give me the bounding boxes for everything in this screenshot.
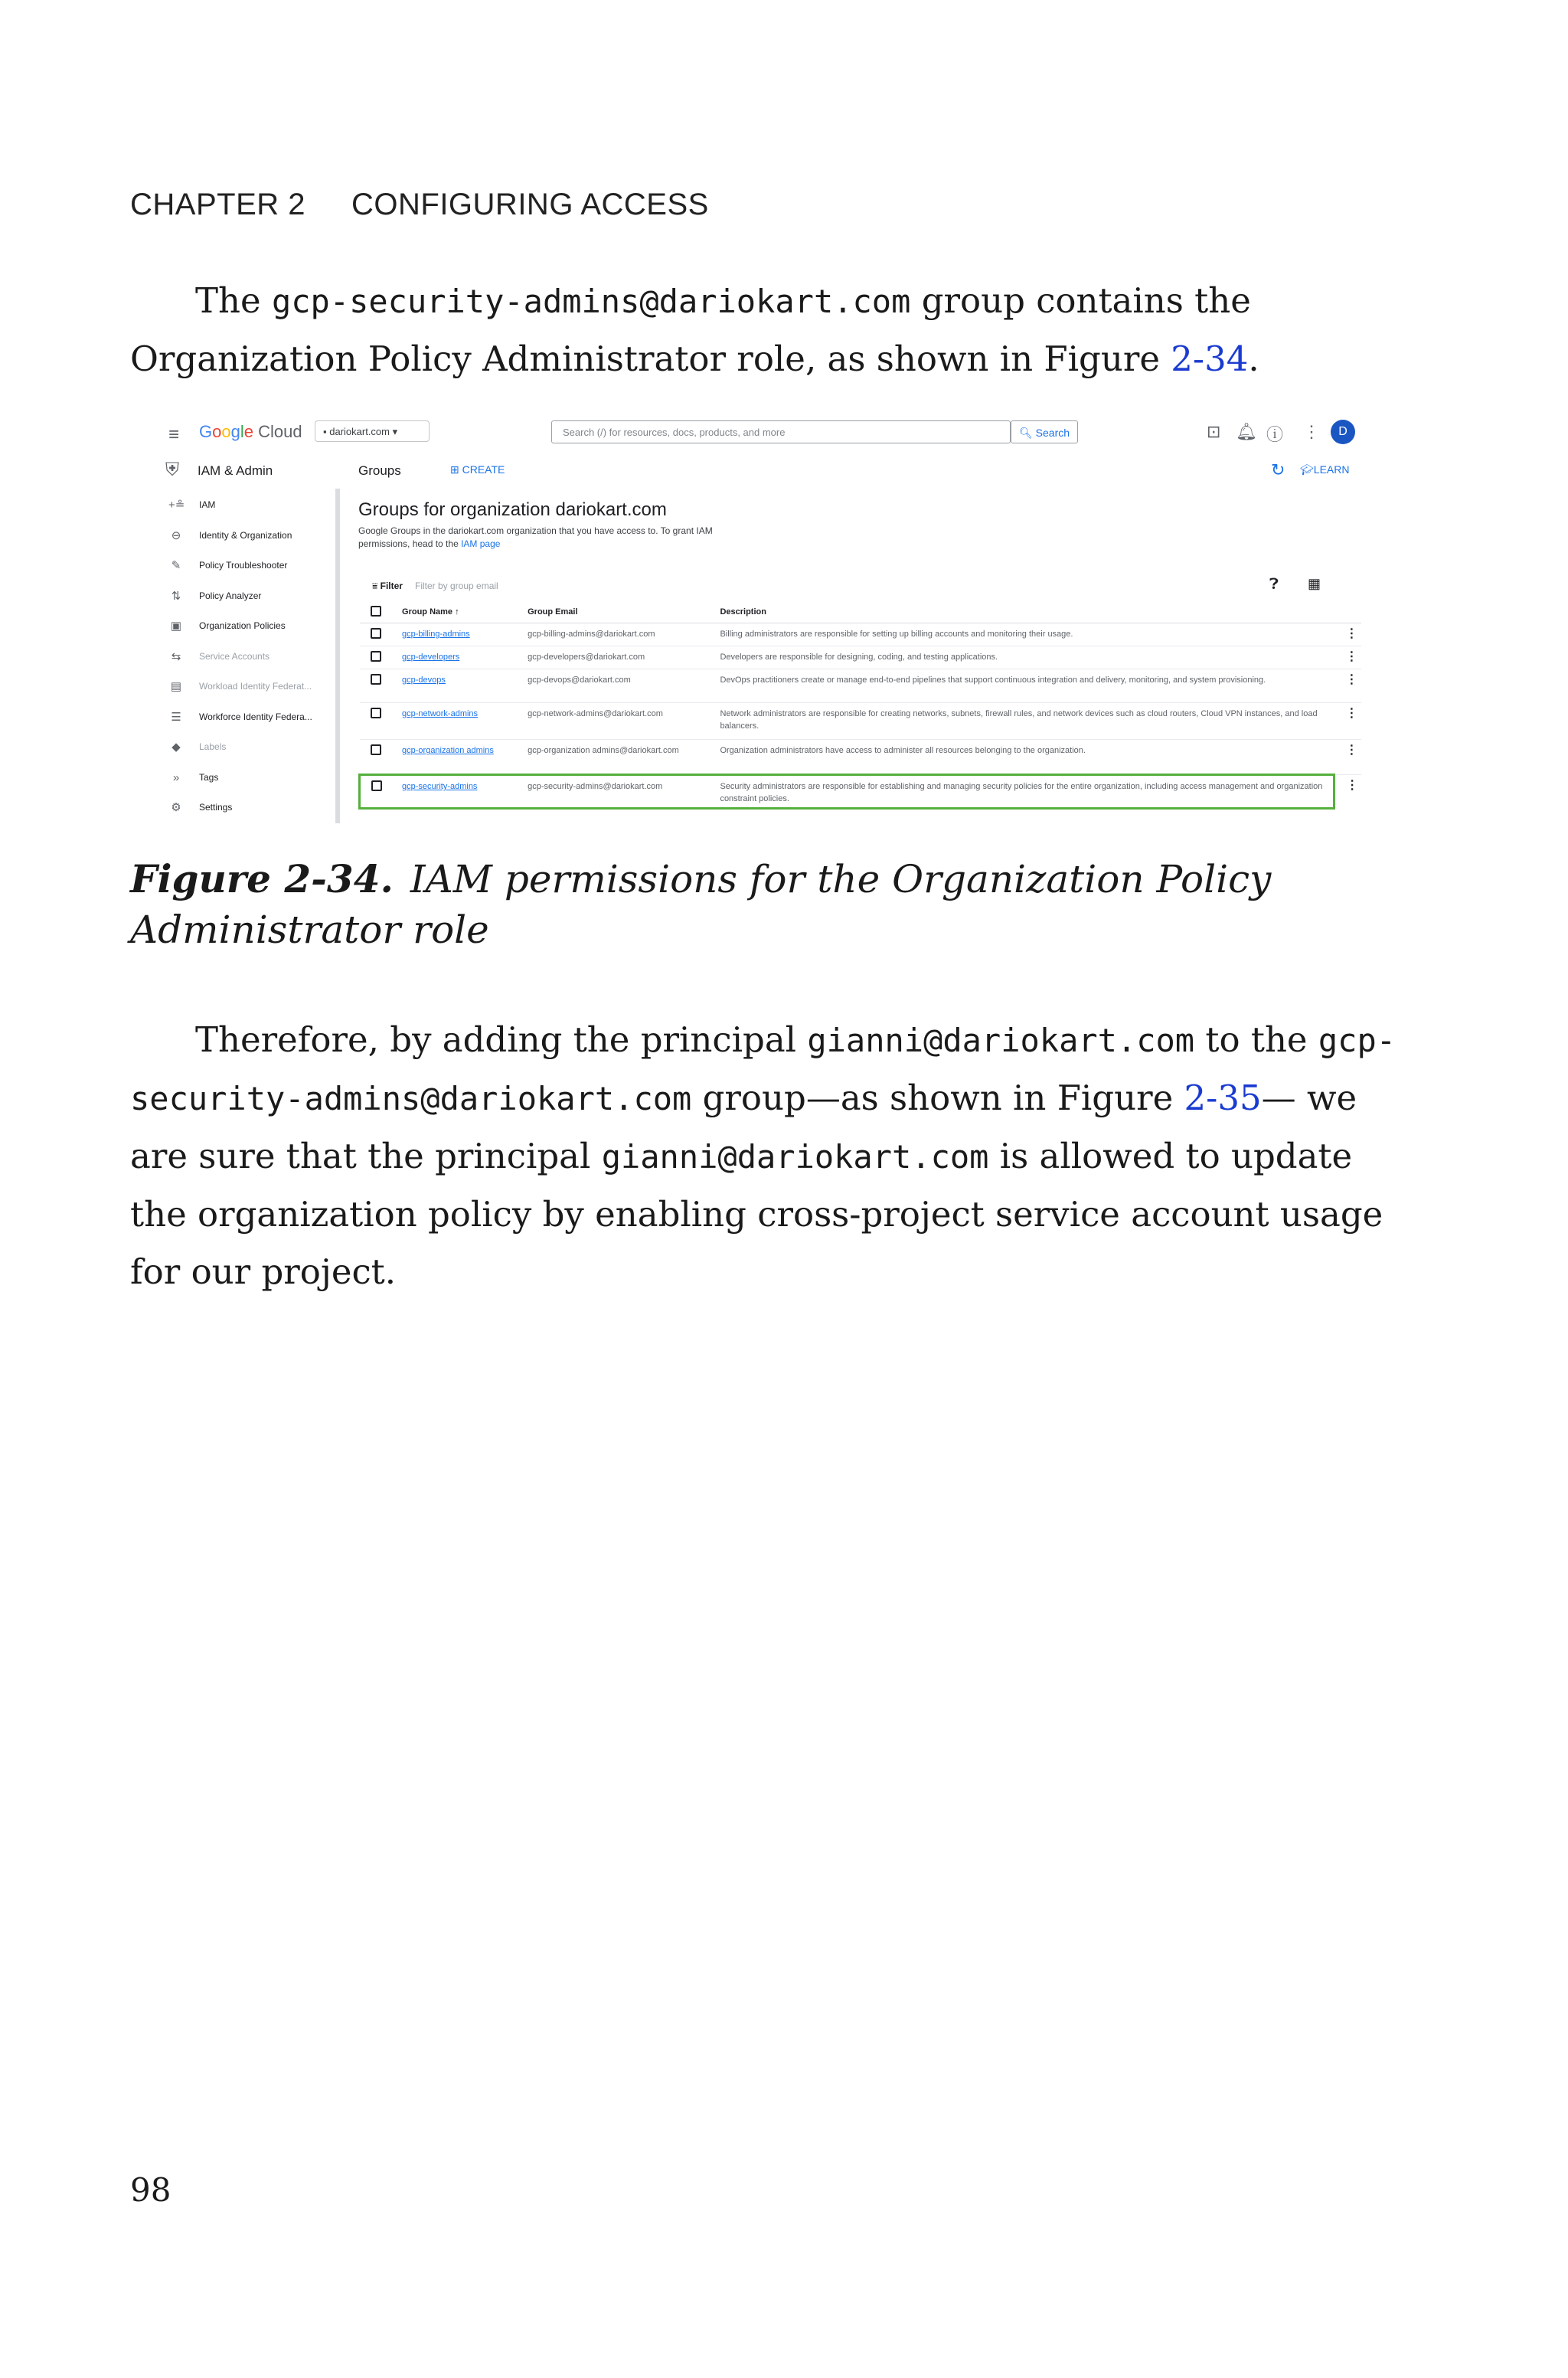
description-cell: Organization administrators have access to administer all resources belonging to the organization. [719, 740, 1334, 775]
group-email-cell: gcp-organization admins@dariokart.com [527, 740, 719, 775]
gear-icon: ⚙ [171, 801, 181, 814]
google-cloud-logo[interactable] [199, 422, 302, 442]
row-menu-icon[interactable]: ⋮ [1334, 646, 1361, 669]
checkbox[interactable] [371, 628, 381, 639]
nav-item-policy-analyzer[interactable] [152, 581, 335, 612]
group-email: gcp-security-admins@dariokart.com [130, 1022, 1396, 1117]
text: group contains the Organization Policy Administrator role, as shown in Figure [130, 280, 1251, 379]
group-name-link[interactable]: gcp-organization admins [402, 746, 494, 755]
nav-label: Workload Identity Federat... [199, 681, 312, 692]
row-select[interactable] [360, 703, 402, 740]
table-header-row [360, 601, 1362, 623]
nav-item-labels[interactable] [152, 732, 335, 763]
tag-icon: » [172, 770, 180, 784]
create-button[interactable]: ⊞ CREATE [450, 463, 505, 476]
list-icon: ☰ [171, 710, 181, 724]
row-menu-icon[interactable]: ⋮ [1346, 779, 1359, 792]
nav-label: Settings [199, 802, 233, 813]
chapter-title: CONFIGURING ACCESS [351, 188, 709, 221]
policy-icon: ▣ [170, 620, 182, 633]
nav-label: IAM [199, 499, 216, 510]
running-head [130, 188, 709, 222]
project-selector[interactable]: ▪ dariokart.com ▾ [315, 420, 430, 442]
checkbox[interactable] [371, 744, 381, 755]
table-row[interactable] [360, 669, 1362, 703]
select-all[interactable] [360, 601, 402, 623]
row-select[interactable] [360, 775, 402, 809]
group-name-link[interactable]: gcp-security-admins [402, 782, 478, 791]
group-email-cell: gcp-billing-admins@dariokart.com [527, 623, 719, 646]
search-input[interactable]: Search (/) for resources, docs, products, and more [551, 420, 1011, 443]
description-cell: Network administrators are responsible for creating networks, subnets, firewall rules, and network devices such as cloud routers, Cloud VPN instances, and load balancers. [719, 703, 1334, 740]
nav-item-workforce-identity[interactable] [152, 702, 335, 733]
group-email-cell: gcp-security-admins@dariokart.com [527, 775, 719, 809]
service-account-icon: ⇆ [171, 649, 181, 663]
nav-item-policy-troubleshooter[interactable] [152, 551, 335, 581]
col-description[interactable]: Description [719, 601, 1334, 623]
group-email-cell: gcp-devops@dariokart.com [527, 669, 719, 703]
nav-item-identity-organization[interactable] [152, 521, 335, 551]
text: Therefore, by adding the principal [195, 1019, 808, 1060]
logo-text: Cloud [253, 422, 302, 441]
console-subbar [152, 456, 1361, 486]
nav-item-workload-identity[interactable] [152, 672, 335, 702]
filter-hint: Filter by group email [414, 581, 498, 591]
page-tab: Groups [358, 463, 401, 478]
figure-label: Figure 2-34. [130, 856, 394, 901]
checkbox[interactable] [371, 780, 382, 791]
row-menu-icon[interactable]: ⋮ [1334, 669, 1361, 703]
nav-label: Tags [199, 771, 219, 783]
nav-label: Organization Policies [199, 620, 286, 631]
learn-label: LEARN [1313, 463, 1350, 476]
row-menu-icon[interactable]: ⋮ [1334, 740, 1361, 775]
refresh-icon[interactable]: ↻ [1271, 460, 1285, 479]
paragraph-intro [130, 272, 1401, 388]
nav-item-settings[interactable] [152, 793, 335, 823]
row-select[interactable] [360, 669, 402, 703]
nav-label: Service Accounts [199, 650, 270, 662]
description-cell: Security administrators are responsible for establishing and managing security policies for the entire organization, including access management and organization constraint policies. [719, 775, 1334, 809]
label-icon: ◆ [172, 741, 181, 754]
description-text: Google Groups in the dariokart.com organization that you have access to. To grant IAM permissions, head to the [358, 525, 713, 549]
help-circle-icon[interactable]: ❓︎ [1269, 576, 1279, 593]
terminal-icon[interactable]: ⊡ [1207, 422, 1221, 441]
page-number: 98 [130, 2171, 172, 2209]
group-name-cell[interactable] [401, 775, 527, 809]
checkbox[interactable] [371, 651, 381, 662]
create-label: CREATE [462, 463, 505, 476]
group-email-cell: gcp-network-admins@dariokart.com [527, 703, 719, 740]
group-name-cell[interactable] [401, 740, 527, 775]
more-vert-icon[interactable]: ⋮ [1303, 422, 1320, 441]
col-actions [1334, 601, 1361, 623]
menu-icon[interactable]: ≡ [168, 424, 180, 445]
nav-label: Policy Analyzer [199, 590, 262, 601]
search-button[interactable]: 🔍︎ Search [1011, 420, 1078, 443]
workload-icon: ▤ [170, 680, 182, 693]
text: . [1248, 339, 1259, 379]
logo-letter: e [243, 422, 254, 441]
row-select[interactable] [360, 646, 402, 669]
bell-icon[interactable]: 🔔︎ [1236, 422, 1257, 441]
learn-button[interactable]: 🎓︎LEARN [1300, 463, 1350, 476]
search-button-label: Search [1035, 427, 1070, 439]
filter-label: Filter [380, 581, 403, 591]
text: — we are sure that the principal [130, 1078, 1357, 1176]
text: to the [1194, 1019, 1318, 1060]
table-row[interactable] [360, 740, 1362, 775]
row-menu-icon[interactable]: ⋮ [1334, 623, 1361, 646]
groups-table [358, 601, 1361, 810]
help-icon[interactable]: ⓘ [1266, 425, 1284, 444]
nav-item-iam[interactable] [152, 490, 335, 521]
group-name-link[interactable]: gcp-developers [402, 653, 460, 662]
logo-letter: o [212, 422, 222, 441]
iam-page-link[interactable]: IAM page [461, 538, 501, 549]
group-name-cell[interactable] [401, 646, 527, 669]
caption-text: IAM permissions for the Organization Policy Administrator role [130, 857, 1272, 952]
row-select[interactable] [360, 623, 402, 646]
nav-label: Labels [199, 741, 227, 752]
col-group-email[interactable]: Group Email [527, 601, 719, 623]
description-cell: Developers are responsible for designing, coding, and testing applications. [719, 646, 1334, 669]
nav-label: Workforce Identity Federa... [199, 711, 312, 722]
nav-item-tags[interactable] [152, 763, 335, 793]
org-icon: ⊖ [171, 528, 181, 542]
description-cell: Billing administrators are responsible for setting up billing accounts and monitoring their usage. [719, 623, 1334, 646]
analyzer-icon: ⇅ [171, 589, 181, 603]
group-name-cell[interactable] [401, 669, 527, 703]
console-topbar [152, 414, 1361, 452]
text: is allowed to update the organization policy by enabling cross-project service account usage for our project. [130, 1136, 1383, 1292]
figure-link[interactable]: 2-34 [1171, 339, 1249, 379]
table-row[interactable] [360, 623, 1362, 646]
page-title: Groups for organization dariokart.com [358, 499, 667, 520]
section-title: IAM & Admin [198, 463, 273, 478]
shield-icon: ⛨ [165, 460, 179, 480]
side-nav [152, 490, 335, 823]
nav-label: Policy Troubleshooter [199, 560, 288, 571]
person-add-icon: +≗ [168, 499, 185, 512]
figure-link[interactable]: 2-35 [1184, 1078, 1262, 1118]
group-name-link[interactable]: gcp-network-admins [402, 709, 479, 718]
group-name-link[interactable]: gcp-billing-admins [402, 630, 470, 639]
principal-email: gianni@dariokart.com [601, 1138, 989, 1176]
col-group-name[interactable]: Group Name ↑ [401, 601, 527, 623]
logo-letter: g [230, 422, 240, 441]
paragraph-principal [130, 1011, 1401, 1300]
logo-letter: l [240, 422, 244, 441]
chapter-number: CHAPTER 2 [130, 188, 305, 221]
nav-label: Identity & Organization [199, 529, 292, 541]
logo-letter: G [199, 422, 213, 441]
wrench-icon: ✎ [171, 559, 181, 572]
group-email-cell: gcp-developers@dariokart.com [527, 646, 719, 669]
principal-email: gianni@dariokart.com [807, 1022, 1195, 1059]
checkbox[interactable] [371, 606, 381, 617]
checkbox[interactable] [371, 708, 381, 718]
description-cell: DevOps practitioners create or manage end-to-end pipelines that support continuous integration and delivery, monitoring, and system provisioning. [719, 669, 1334, 703]
figure-caption [130, 854, 1432, 955]
project-name: dariokart.com [329, 426, 390, 437]
nav-item-service-accounts[interactable] [152, 642, 335, 672]
checkbox[interactable] [371, 674, 381, 685]
group-email: gcp-security-admins@dariokart.com [271, 283, 911, 320]
text: The [195, 280, 272, 321]
figure-screenshot [152, 414, 1361, 823]
group-name-cell[interactable] [401, 703, 527, 740]
table-row[interactable] [360, 703, 1362, 740]
table-row-highlighted[interactable] [360, 775, 1362, 809]
row-menu-icon[interactable]: ⋮ [1334, 703, 1361, 740]
group-name-cell[interactable] [401, 623, 527, 646]
avatar[interactable]: D [1331, 420, 1355, 444]
column-display-icon[interactable]: ▦ [1308, 576, 1321, 591]
row-select[interactable] [360, 740, 402, 775]
group-name-link[interactable]: gcp-devops [402, 675, 446, 685]
filter-bar[interactable]: ⩸ Filter Filter by group email [372, 581, 498, 591]
logo-letter: o [221, 422, 231, 441]
table-row[interactable] [360, 646, 1362, 669]
nav-divider [335, 489, 340, 823]
nav-item-organization-policies[interactable] [152, 611, 335, 642]
text: group—as shown in Figure [691, 1078, 1184, 1118]
page-description [358, 525, 756, 551]
